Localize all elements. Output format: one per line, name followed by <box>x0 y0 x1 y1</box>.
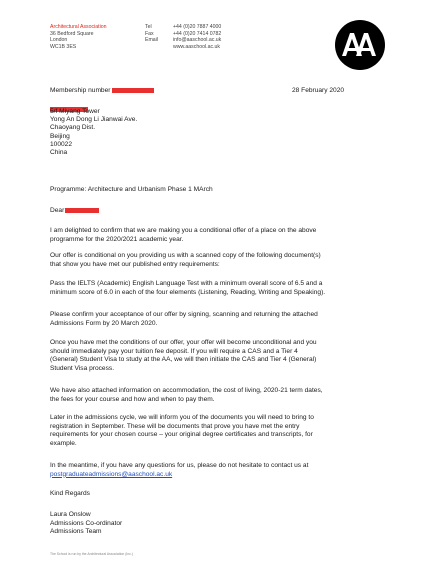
web-value[interactable]: www.aaschool.ac.uk <box>173 43 220 50</box>
paragraph-line: requirements for your chosen course – your original degree certificates and transcripts, for <box>50 431 313 439</box>
recipient-address <box>50 108 137 157</box>
paragraph-line: Later in the admissions cycle, we will inform you of the documents you will need to bring to <box>50 414 314 421</box>
paragraph-line: minimum score of 6.0 in each of the four elements (Listening, Reading, Writing and Speaking). <box>50 288 326 296</box>
paragraph-line: that show you have met our published entry requirements: <box>50 260 220 268</box>
paragraph-line: Admissions Form by 20 March 2020. <box>50 319 158 327</box>
organisation-postcode: WC1B 3ES <box>50 43 77 50</box>
paragraph-line: I am delighted to confirm that we are making you a conditional offer of a place on the above <box>50 227 317 234</box>
membership-label: Membership number <box>50 87 111 94</box>
aa-logo <box>335 20 385 70</box>
paragraph-line: Once you have met the conditions of our offer, your offer will become unconditional and you <box>50 339 317 346</box>
salutation-text: Dear <box>50 207 65 214</box>
tel-label: Tel <box>145 24 152 30</box>
organisation-address <box>50 24 107 50</box>
paragraph-conditions <box>50 252 372 269</box>
email-label: Email <box>145 37 158 44</box>
paragraph-line: (General) Student Visa to study at the AA, we will then initiate the CAS and Tier 4 (General) <box>50 356 317 364</box>
closing: Kind Regards <box>50 490 90 497</box>
paragraph-deposit <box>50 339 372 373</box>
web-label <box>145 44 173 51</box>
organisation-street: 36 Bedford Square <box>50 30 94 37</box>
paragraph-line: registration in September. These will be documents that prove you have met the entry <box>50 422 300 430</box>
paragraph-line: Student Visa process. <box>50 364 115 372</box>
organisation-name: Architectural Association <box>50 24 107 30</box>
address-line: Beijing <box>50 132 70 140</box>
letter-date: 28 February 2020 <box>292 87 345 94</box>
redacted-salutation-name <box>65 208 99 213</box>
paragraph-line: We have also attached information on accommodation, the cost of living, 2020-21 term dates, <box>50 387 323 394</box>
signatory-team: Admissions Team <box>50 528 102 536</box>
signatory-name: Laura Onslow <box>50 511 91 518</box>
address-line: 100022 <box>50 140 73 148</box>
paragraph-line: programme for the 2020/2021 academic year. <box>50 235 184 243</box>
programme-line: Programme: Architecture and Urbanism Phase 1 MArch <box>50 186 213 193</box>
paragraph-line: Pass the IELTS (Academic) English Language Test with a minimum overall score of 6.5 and a <box>50 280 323 287</box>
signatory-title: Admissions Co-ordinator <box>50 519 123 527</box>
paragraph-line: In the meantime, if you have any questions for us, please do not hesitate to contact us at <box>50 462 309 469</box>
paragraph-line: Our offer is conditional on you providing us with a scanned copy of the following document(s) <box>50 252 321 259</box>
salutation <box>50 207 99 215</box>
paragraph-acceptance <box>50 311 372 328</box>
membership-number-line <box>50 87 154 95</box>
paragraph-line: should immediately pay your tuition fee deposit. If you will require a CAS and a Tier 4 <box>50 347 298 355</box>
paragraph-registration <box>50 414 372 448</box>
paragraph-line: Please confirm your acceptance of our offer by signing, scanning and returning the attached <box>50 311 318 318</box>
paragraph-line: example. <box>50 439 77 447</box>
fax-value: +44 (0)20 7414 0782 <box>173 30 222 37</box>
tel-value: +44 (0)20 7887 4000 <box>173 24 222 30</box>
admissions-email-link[interactable]: postgraduateadmissions@aaschool.ac.uk <box>50 470 173 478</box>
address-line: 5/f Miyang Tower <box>50 108 100 115</box>
email-value[interactable]: info@aaschool.ac.uk <box>173 37 222 44</box>
fax-label: Fax <box>145 30 154 37</box>
address-line: Chaoyang Dist. <box>50 124 96 132</box>
address-line: China <box>50 149 68 157</box>
paragraph-ielts <box>50 280 372 297</box>
redacted-membership-number <box>112 88 154 93</box>
address-line: Yong An Dong Li Jianwai Ave. <box>50 116 138 124</box>
signature-block <box>50 511 122 537</box>
footer-note: The School is run by the Architectural Association (Inc.) <box>50 552 133 556</box>
organisation-contacts <box>145 24 221 50</box>
organisation-city: London <box>50 37 68 44</box>
paragraph-accommodation <box>50 387 372 404</box>
paragraph-contact <box>50 462 372 479</box>
paragraph-offer <box>50 227 372 244</box>
paragraph-line: the fees for your course and how and when to pay them. <box>50 395 215 403</box>
